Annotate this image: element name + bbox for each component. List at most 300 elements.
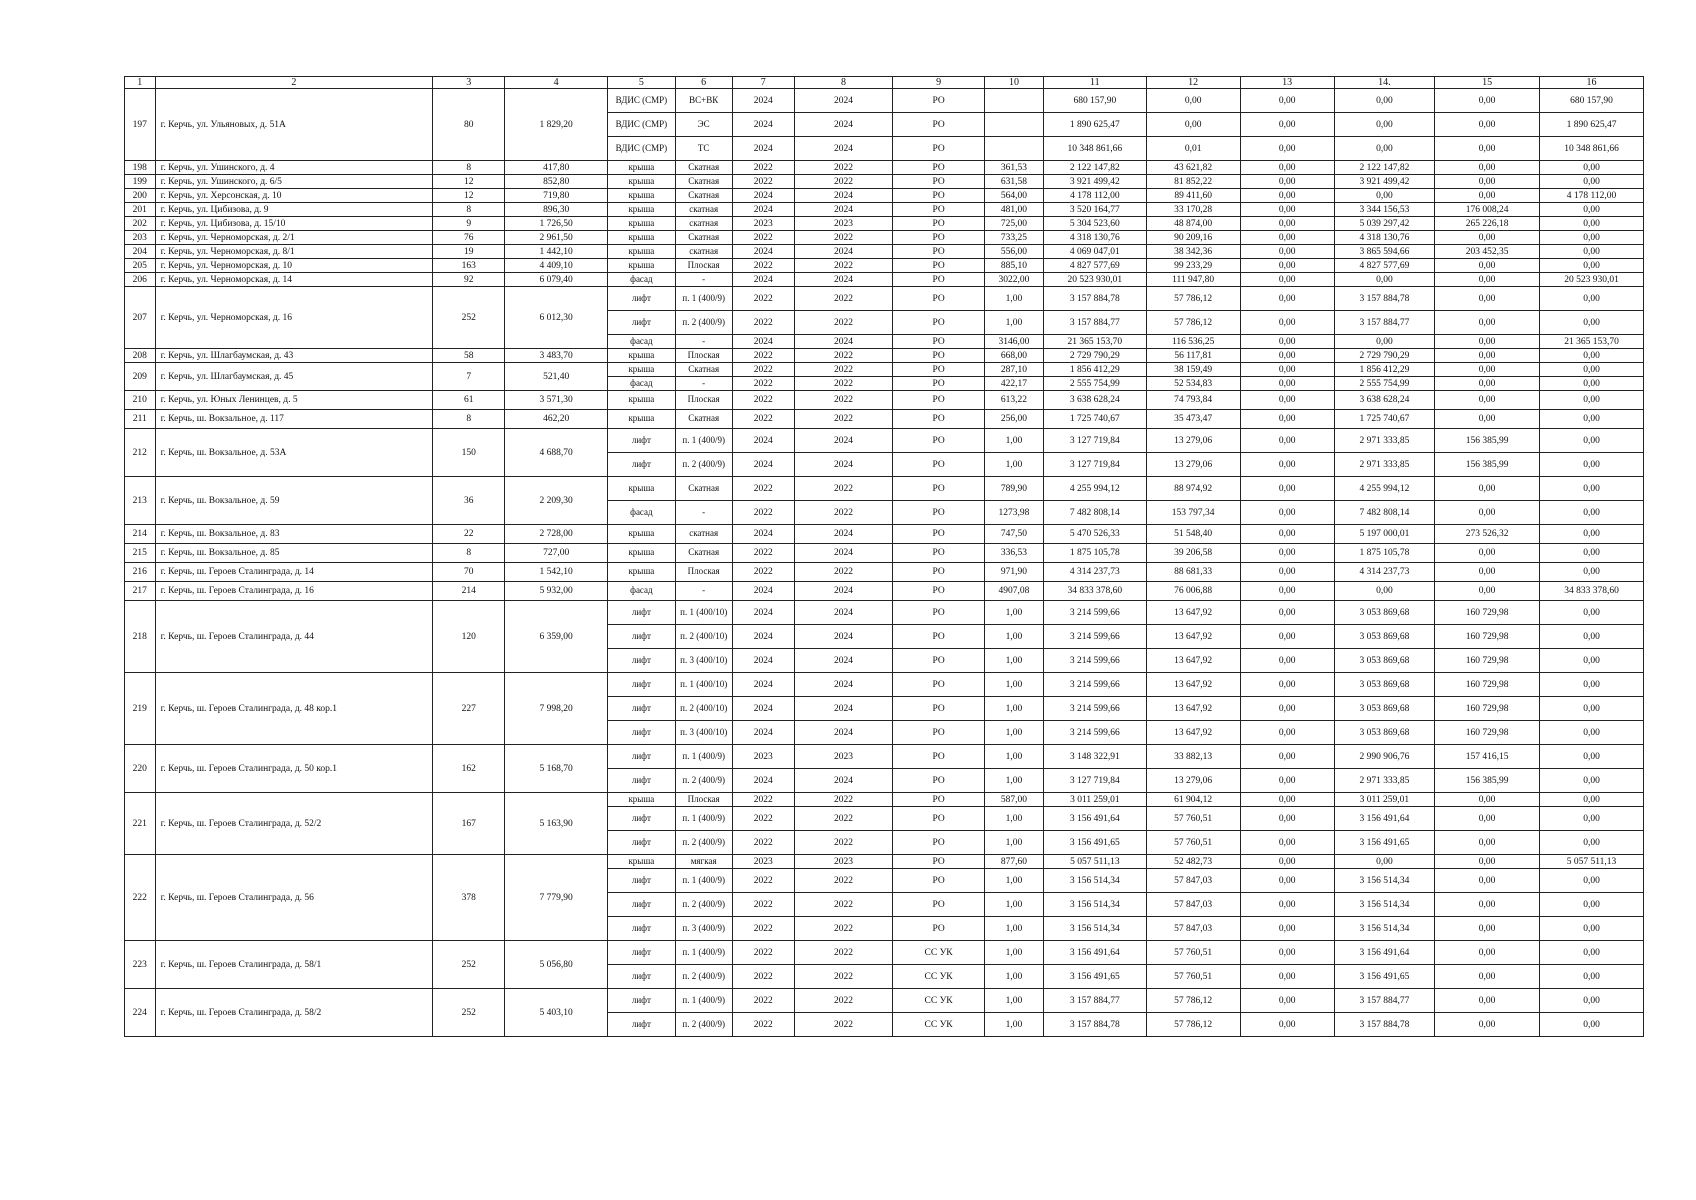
col3-cell — [433, 563, 505, 582]
table-row — [125, 410, 1644, 429]
col-16-cell — [1540, 1013, 1644, 1037]
col-6-cell-text: Скатная — [688, 482, 720, 493]
address-cell — [155, 189, 433, 203]
col-15-cell — [1435, 429, 1540, 453]
col-10-cell-text: 1,00 — [1005, 459, 1023, 470]
col-8-cell — [794, 245, 892, 259]
col-5-cell-text: крыша — [628, 547, 655, 557]
col-15-cell-text: 0,00 — [1478, 143, 1496, 154]
col-6-cell — [675, 161, 732, 175]
col-7-cell-text: 2022 — [753, 378, 773, 389]
col-15-cell — [1435, 453, 1540, 477]
col-6-cell — [675, 601, 732, 625]
row-number-cell — [125, 673, 156, 745]
area-cell-text: 852,80 — [543, 176, 570, 187]
col-9-cell-text: РО — [932, 794, 945, 805]
row-number-cell-text: 209 — [132, 371, 147, 382]
col-8-cell — [794, 563, 892, 582]
col-13-cell-text: 0,00 — [1278, 246, 1296, 257]
col-15-cell — [1435, 563, 1540, 582]
col-5-cell-text: крыша — [628, 413, 655, 423]
area-cell-text: 5 932,00 — [539, 586, 573, 596]
col-12-cell — [1146, 377, 1240, 391]
col-9-cell-text: РО — [932, 414, 945, 424]
col-7-cell — [732, 453, 794, 477]
col-6-cell-text: Скатная — [688, 363, 720, 374]
col-9-cell — [893, 941, 985, 965]
table-row — [125, 259, 1644, 273]
table-row — [125, 941, 1644, 965]
col-13-cell — [1240, 1013, 1334, 1037]
col3-cell — [433, 363, 505, 391]
col3-cell-text: 7 — [466, 371, 472, 382]
col-11-cell — [1043, 721, 1146, 745]
col-8-cell-text: 2022 — [834, 364, 854, 375]
col-14-cell — [1334, 807, 1435, 831]
col-7-cell-text: 2022 — [753, 1019, 773, 1030]
col-6-cell — [675, 855, 732, 869]
col-8-cell — [794, 231, 892, 245]
col-6-cell-text: п. 2 (400/9) — [682, 898, 725, 909]
col-6-cell-text: скатная — [689, 203, 719, 214]
col-7-cell-text: 2023 — [753, 751, 773, 762]
col-5-cell — [608, 217, 676, 231]
col-13-cell-text: 0,00 — [1278, 293, 1296, 304]
col-11-cell — [1043, 161, 1146, 175]
area-cell — [505, 349, 608, 363]
row-number-cell-text: 215 — [132, 548, 147, 558]
col-15-cell-text: 0,00 — [1478, 260, 1496, 271]
col-16-cell — [1540, 273, 1644, 287]
address-cell-text: г. Керчь, ш. Вокзальное, д. 83 — [160, 529, 280, 539]
col-7-cell-text: 2024 — [753, 435, 773, 446]
col-8-cell-text: 2024 — [834, 143, 854, 154]
col-9-cell-text: РО — [932, 529, 945, 539]
address-cell-text: г. Керчь, ш. Героев Сталинграда, д. 58/1 — [160, 959, 322, 970]
col-12-cell-text: 153 797,34 — [1171, 507, 1215, 518]
col-14-cell-text: 3 053 869,68 — [1359, 607, 1410, 618]
col3-cell — [433, 349, 505, 363]
col-12-cell-text: 88 974,92 — [1174, 483, 1213, 494]
col-9-cell-text: СС УК — [924, 1019, 953, 1030]
col-12-cell-text: 13 279,06 — [1174, 775, 1213, 786]
col3-cell — [433, 477, 505, 525]
col-8-cell-text: 2022 — [834, 875, 854, 886]
col-16-cell — [1540, 410, 1644, 429]
col-9-cell-text: РО — [932, 567, 945, 577]
col-8-cell — [794, 113, 892, 137]
col-12-cell-text: 57 760,51 — [1174, 813, 1213, 824]
col-8-cell — [794, 831, 892, 855]
col-12-cell-text: 57 786,12 — [1174, 1019, 1213, 1030]
col-6-cell-text: Плоская — [687, 349, 720, 360]
col-14-cell — [1334, 989, 1435, 1013]
col-15-cell-text: 0,00 — [1478, 274, 1496, 285]
col-7-cell — [732, 231, 794, 245]
col3-cell — [433, 189, 505, 203]
col-15-cell — [1435, 113, 1540, 137]
col-10-cell — [984, 1013, 1043, 1037]
col-7-cell-text: 2024 — [753, 95, 773, 106]
col-9-cell-text: РО — [932, 162, 945, 173]
col-14-cell — [1334, 245, 1435, 259]
col-15-cell-text: 160 729,98 — [1465, 703, 1509, 714]
area-cell — [505, 563, 608, 582]
col-6-cell-text: - — [702, 506, 706, 517]
col-15-cell-text: 0,00 — [1478, 856, 1496, 867]
col-13-cell-text: 0,00 — [1278, 794, 1296, 805]
col-13-cell-text: 0,00 — [1278, 567, 1296, 577]
col-9-cell-text: РО — [932, 507, 945, 518]
col-11-cell-text: 3 157 884,77 — [1069, 317, 1120, 328]
col-10-cell-text: 361,53 — [1000, 162, 1028, 173]
area-cell-text: 3 483,70 — [539, 350, 573, 361]
col-16-cell-text: 1 890 625,47 — [1566, 119, 1617, 130]
col-14-cell-text: 0,00 — [1376, 336, 1393, 347]
col-8-cell — [794, 582, 892, 601]
col-12-cell — [1146, 137, 1240, 161]
col-8-cell — [794, 1013, 892, 1037]
col-13-cell — [1240, 137, 1334, 161]
address-cell-text: г. Керчь, ул. Ульяновых, д. 51А — [160, 119, 286, 130]
address-cell — [155, 563, 433, 582]
col-14-cell-text: 1 875 105,78 — [1359, 548, 1410, 558]
col-11-cell — [1043, 563, 1146, 582]
col-11-cell-text: 3 156 514,34 — [1069, 875, 1120, 886]
col-11-cell — [1043, 217, 1146, 231]
col-5-cell-text: лифт — [631, 774, 651, 785]
col-15-cell — [1435, 989, 1540, 1013]
col-5-cell — [608, 1013, 676, 1037]
row-number-cell-text: 211 — [132, 414, 147, 424]
col-6-cell-text: Плоская — [687, 259, 720, 270]
col-14-cell-text: 3 638 628,24 — [1359, 395, 1410, 405]
col-16-cell-text: 0,00 — [1583, 218, 1600, 229]
col-14-cell-text: 3 921 499,42 — [1359, 176, 1410, 187]
col-13-cell-text: 0,00 — [1278, 507, 1296, 518]
col-15-cell-text: 176 008,24 — [1465, 204, 1509, 215]
col-11-cell — [1043, 273, 1146, 287]
area-cell-text: 1 542,10 — [539, 567, 573, 577]
col-8-cell-text: 2022 — [834, 1019, 854, 1030]
col-7-cell — [732, 287, 794, 311]
col-5-cell — [608, 203, 676, 217]
area-cell — [505, 941, 608, 989]
col-11-cell — [1043, 113, 1146, 137]
col-11-cell — [1043, 477, 1146, 501]
col-14-cell — [1334, 89, 1435, 113]
col-11-cell-text: 4 178 112,00 — [1070, 190, 1120, 201]
col-6-cell — [675, 203, 732, 217]
table-row — [125, 89, 1644, 113]
col3-cell — [433, 855, 505, 941]
col-12-cell-text: 0,01 — [1184, 143, 1202, 154]
col-7-cell-text: 2022 — [753, 567, 773, 577]
col-14-cell-text: 2 990 906,76 — [1359, 751, 1410, 762]
col-6-cell — [675, 989, 732, 1013]
col-12-cell-text: 0,00 — [1184, 119, 1202, 130]
col-16-cell-text: 0,00 — [1583, 459, 1600, 470]
col-16-cell-text: 5 057 511,13 — [1566, 856, 1617, 867]
col-12-cell-text: 57 847,03 — [1174, 923, 1213, 934]
col-15-cell — [1435, 745, 1540, 769]
area-cell — [505, 673, 608, 745]
col-10-cell-text: 725,00 — [1000, 218, 1028, 229]
col-11-cell-text: 21 365 153,70 — [1067, 336, 1123, 347]
col-12-cell — [1146, 273, 1240, 287]
col-6-cell-text: - — [702, 377, 706, 388]
col-15-cell — [1435, 965, 1540, 989]
col-5-cell — [608, 793, 676, 807]
col-6-cell-text: скатная — [689, 245, 719, 256]
col-5-cell-text: крыша — [628, 189, 655, 200]
col-6-cell-text: п. 1 (400/10) — [680, 678, 728, 689]
col-15-cell-text: 160 729,98 — [1465, 631, 1509, 642]
col-15-cell-text: 0,00 — [1478, 586, 1496, 596]
col-15-cell-text: 203 452,35 — [1465, 246, 1509, 257]
col-14-cell-text: 3 156 491,65 — [1359, 971, 1410, 982]
col-6-cell-text: п. 1 (400/10) — [680, 606, 728, 617]
col-9-cell-text: РО — [932, 190, 945, 201]
row-number-cell-text: 203 — [132, 232, 147, 243]
col-8-cell — [794, 203, 892, 217]
col-5-cell — [608, 625, 676, 649]
area-cell-text: 6 079,40 — [539, 274, 573, 285]
address-cell-text: г. Керчь, ул. Черноморская, д. 10 — [160, 260, 292, 271]
col-13-cell — [1240, 745, 1334, 769]
col-14-cell — [1334, 525, 1435, 544]
col-7-cell — [732, 349, 794, 363]
col-7-cell — [732, 769, 794, 793]
address-cell-text: г. Керчь, ш. Героев Сталинграда, д. 52/2 — [160, 818, 322, 829]
address-cell — [155, 793, 433, 855]
row-number-cell-text: 218 — [132, 631, 147, 642]
col-10-cell-text: 668,00 — [1000, 350, 1028, 361]
col-10-cell — [984, 349, 1043, 363]
address-cell-text: г. Керчь, ш. Вокзальное, д. 53А — [160, 447, 287, 458]
col-7-cell — [732, 391, 794, 410]
table-row — [125, 855, 1644, 869]
col-7-cell — [732, 189, 794, 203]
col3-cell — [433, 89, 505, 161]
col-15-cell — [1435, 807, 1540, 831]
col-14-cell — [1334, 391, 1435, 410]
col-11-cell-text: 3 156 491,65 — [1069, 837, 1120, 848]
col-11-cell-text: 3 214 599,66 — [1069, 631, 1120, 642]
col-5-cell-text: крыша — [628, 363, 655, 374]
col-9-cell-text: РО — [932, 727, 945, 738]
col-9-cell-text: РО — [932, 856, 945, 867]
col-12-cell-text: 43 621,82 — [1174, 162, 1213, 173]
address-cell-text: г. Керчь, ул. Черноморская, д. 8/1 — [160, 246, 295, 257]
col3-cell — [433, 601, 505, 673]
col-9-cell — [893, 807, 985, 831]
col3-cell-text: 61 — [463, 395, 474, 405]
col-13-cell-text: 0,00 — [1278, 899, 1296, 910]
col-9-cell — [893, 869, 985, 893]
col-12-cell — [1146, 697, 1240, 721]
document-page — [124, 76, 1644, 1037]
col-11-cell-text: 2 555 754,99 — [1069, 378, 1120, 389]
col-11-cell — [1043, 203, 1146, 217]
col-11-cell-text: 3 214 599,66 — [1069, 607, 1120, 618]
col-9-cell — [893, 989, 985, 1013]
address-cell — [155, 410, 433, 429]
col-12-cell-text: 56 117,81 — [1174, 350, 1212, 361]
col-6-cell-text: скатная — [689, 528, 719, 538]
col-11-cell — [1043, 349, 1146, 363]
col-5-cell — [608, 673, 676, 697]
col-9-cell — [893, 377, 985, 391]
col-15-cell-text: 0,00 — [1478, 995, 1496, 1006]
col-13-cell-text: 0,00 — [1278, 971, 1296, 982]
col-14-cell-text: 2 555 754,99 — [1359, 378, 1410, 389]
col-12-cell — [1146, 601, 1240, 625]
col-11-cell-text: 3 148 322,91 — [1069, 751, 1120, 762]
col-5-cell-text: крыша — [628, 175, 655, 186]
col-8-cell-text: 2023 — [834, 751, 854, 762]
col-11-cell-text: 3 638 628,24 — [1069, 395, 1120, 405]
col-5-cell-text: лифт — [631, 316, 651, 327]
col-11-cell — [1043, 231, 1146, 245]
col-12-cell — [1146, 893, 1240, 917]
col-5-cell — [608, 721, 676, 745]
address-cell-text: г. Керчь, ш. Вокзальное, д. 117 — [160, 414, 284, 424]
col-15-cell — [1435, 525, 1540, 544]
area-cell-text: 1 442,10 — [539, 246, 573, 257]
row-number-cell — [125, 477, 156, 525]
col-8-cell — [794, 335, 892, 349]
col-11-cell-text: 34 833 378,60 — [1067, 586, 1123, 596]
col-14-cell-text: 3 156 491,64 — [1359, 813, 1410, 824]
row-number-cell — [125, 855, 156, 941]
col-10-cell-text: 1,00 — [1005, 875, 1023, 886]
col-11-cell — [1043, 175, 1146, 189]
col-5-cell — [608, 525, 676, 544]
col-7-cell-text: 2024 — [753, 459, 773, 470]
col-6-cell — [675, 525, 732, 544]
col3-cell — [433, 217, 505, 231]
col-11-cell — [1043, 807, 1146, 831]
col3-cell — [433, 203, 505, 217]
col-14-cell-text: 1 725 740,67 — [1359, 414, 1410, 424]
col-16-cell — [1540, 429, 1644, 453]
col-5-cell-text: крыша — [628, 349, 655, 360]
table-row — [125, 217, 1644, 231]
col-9-cell — [893, 965, 985, 989]
col-15-cell-text: 0,00 — [1478, 483, 1496, 494]
col-9-cell-text: РО — [932, 923, 945, 934]
address-cell — [155, 203, 433, 217]
col-12-cell-text: 35 473,47 — [1174, 414, 1213, 424]
col-5-cell-text: крыша — [628, 231, 655, 242]
col-9-cell — [893, 544, 985, 563]
col-15-cell-text: 0,00 — [1478, 567, 1496, 577]
col-8-cell — [794, 391, 892, 410]
col-13-cell-text: 0,00 — [1278, 947, 1296, 958]
col-11-cell — [1043, 311, 1146, 335]
col-16-cell — [1540, 965, 1644, 989]
col-5-cell — [608, 175, 676, 189]
table-row — [125, 349, 1644, 363]
col-7-cell-text: 2022 — [753, 395, 773, 405]
col-8-cell — [794, 989, 892, 1013]
col-11-cell — [1043, 989, 1146, 1013]
col-10-cell-text: 564,00 — [1000, 190, 1028, 201]
col-14-cell — [1334, 625, 1435, 649]
col-6-cell-text: п. 2 (400/9) — [682, 836, 725, 847]
col-7-cell-text: 2022 — [753, 995, 773, 1006]
col-9-cell-text: РО — [932, 119, 945, 130]
col-10-cell-text: 481,00 — [1000, 204, 1028, 215]
col-13-cell-text: 0,00 — [1278, 586, 1296, 596]
area-cell-text: 6 012,30 — [539, 312, 573, 323]
col-16-cell — [1540, 563, 1644, 582]
col3-cell — [433, 745, 505, 793]
col-10-cell — [984, 893, 1043, 917]
col-13-cell-text: 0,00 — [1278, 176, 1296, 187]
col-16-cell-text: 0,00 — [1583, 703, 1600, 714]
col-9-cell-text: РО — [932, 293, 945, 304]
col-15-cell — [1435, 941, 1540, 965]
col-16-cell — [1540, 287, 1644, 311]
col-15-cell-text: 160 729,98 — [1465, 679, 1509, 690]
col-10-cell — [984, 917, 1043, 941]
col-13-cell — [1240, 113, 1334, 137]
col-13-cell — [1240, 175, 1334, 189]
col-5-cell-text: лифт — [631, 898, 651, 909]
col-15-cell-text: 0,00 — [1478, 971, 1496, 982]
col-5-cell-text: лифт — [631, 630, 651, 641]
col-5-cell — [608, 544, 676, 563]
col3-cell — [433, 175, 505, 189]
col3-cell — [433, 287, 505, 349]
column-header: 12 — [1146, 77, 1240, 89]
col-11-cell — [1043, 363, 1146, 377]
col-10-cell — [984, 377, 1043, 391]
col-7-cell — [732, 625, 794, 649]
area-cell — [505, 231, 608, 245]
col-7-cell — [732, 989, 794, 1013]
col-7-cell — [732, 941, 794, 965]
col-14-cell-text: 2 971 333,85 — [1359, 435, 1410, 446]
col3-cell-text: 8 — [466, 162, 472, 173]
address-cell-text: г. Керчь, ш. Героев Сталинграда, д. 48 кор.1 — [160, 703, 338, 714]
row-number-cell-text: 208 — [132, 350, 147, 361]
col-9-cell — [893, 363, 985, 377]
col-7-cell — [732, 582, 794, 601]
col-15-cell-text: 156 385,99 — [1465, 459, 1509, 470]
col-13-cell — [1240, 231, 1334, 245]
area-cell — [505, 175, 608, 189]
col-12-cell — [1146, 245, 1240, 259]
address-cell-text: г. Керчь, ш. Героев Сталинграда, д. 56 — [160, 892, 314, 903]
col-5-cell-text: лифт — [631, 292, 651, 303]
col-7-cell — [732, 89, 794, 113]
col-8-cell-text: 2022 — [834, 837, 854, 848]
col-11-cell — [1043, 582, 1146, 601]
area-cell-text: 896,30 — [543, 204, 570, 215]
col-14-cell — [1334, 893, 1435, 917]
col-15-cell-text: 0,00 — [1478, 548, 1496, 558]
col-11-cell — [1043, 377, 1146, 391]
col-13-cell-text: 0,00 — [1278, 95, 1296, 106]
area-cell-text: 5 056,80 — [539, 959, 573, 970]
col-6-cell — [675, 625, 732, 649]
col-9-cell — [893, 231, 985, 245]
col-15-cell-text: 0,00 — [1478, 794, 1496, 805]
col-16-cell-text: 0,00 — [1583, 176, 1600, 187]
